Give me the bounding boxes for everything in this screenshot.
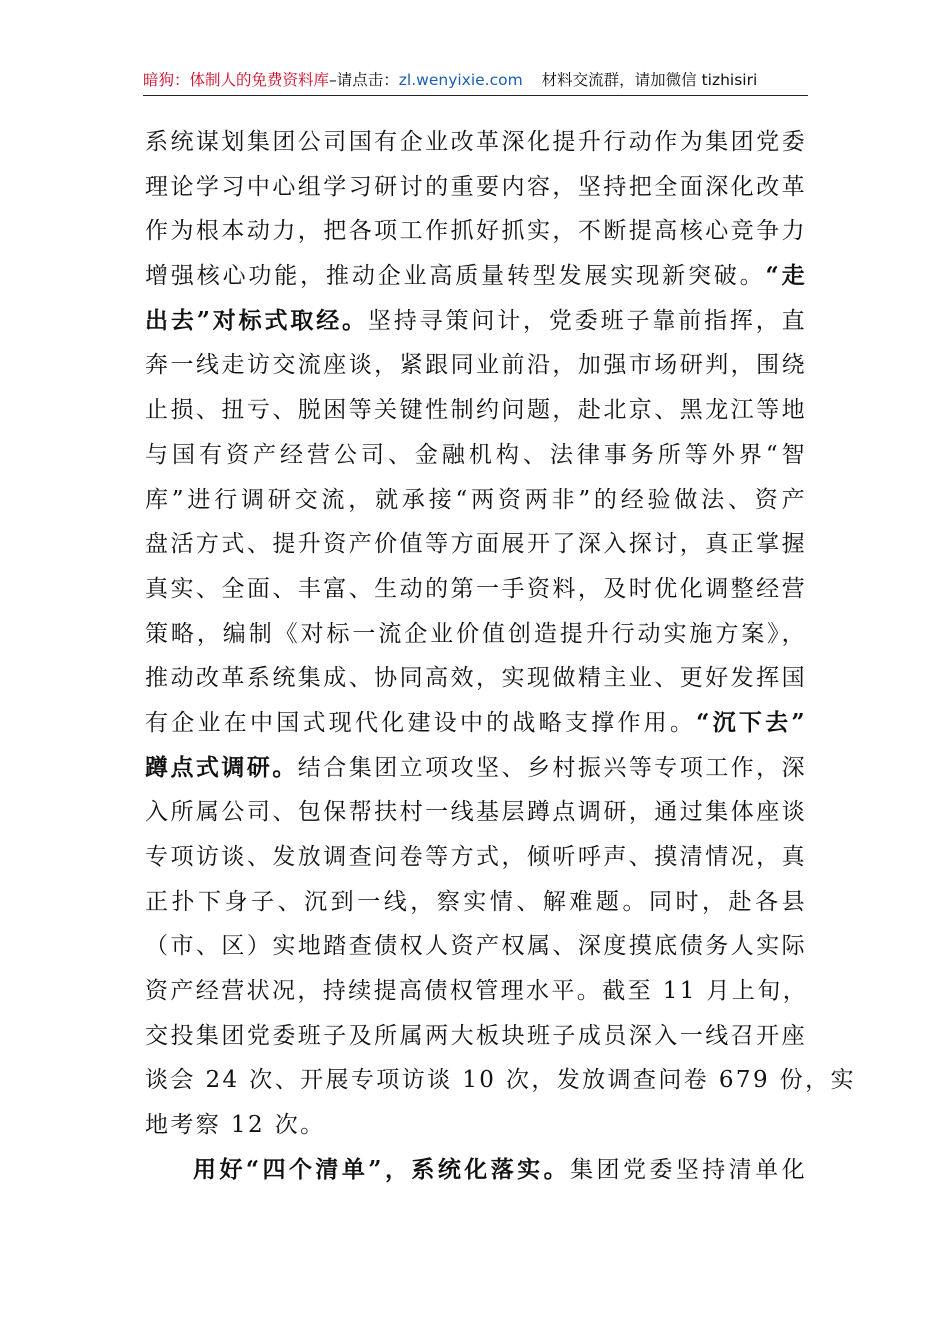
text-line: 理论学习中心组学习研讨的重要内容，坚持把全面深化改革	[145, 173, 807, 200]
text-line: 系统谋划集团公司国有企业改革深化提升行动作为集团党委	[145, 129, 807, 155]
text-line: 推动改革系统集成、协同高效，实现做精主业、更好发挥国	[145, 665, 807, 692]
text-line: 交投集团党委班子及所属两大板块班子成员深入一线召开座	[145, 1022, 807, 1049]
text-line: 专项访谈、发放调查问卷等方式，倾听呼声、摸清情况，真	[145, 844, 807, 870]
bold-heading: 出去”对标式取经。	[145, 306, 368, 334]
text-span: 集团党委坚持清单化	[570, 1156, 807, 1183]
text-line	[145, 701, 807, 746]
text-line: 正扑下身子、沉到一线，察实情、解难题。同时，赴各县	[145, 888, 807, 915]
header-group-note: 材料交流群，请加微信 tizhisiri	[541, 71, 758, 89]
bold-heading: “沉下去”	[696, 708, 807, 736]
paragraph-2	[145, 1148, 807, 1193]
text-line	[145, 254, 807, 299]
text-line: 与国有资产经营公司、金融机构、法律事务所等外界“智	[145, 441, 807, 468]
text-span: 有企业在中国式现代化建设中的战略支撑作用。	[145, 709, 697, 736]
text-line: 入所属公司、包保帮扶村一线基层蹲点调研，通过集体座谈	[145, 799, 807, 826]
text-line: 止损、扭亏、脱困等关键性制约问题，赴北京、黑龙江等地	[145, 397, 807, 424]
text-span: 坚持寻策问计，党委班子靠前指挥，直	[367, 307, 807, 334]
text-line: 作为根本动力，把各项工作抓好抓实，不断提高核心竞争力	[145, 218, 807, 245]
bold-heading: 蹲点式调研。	[145, 753, 298, 781]
body-text	[145, 120, 856, 1193]
header-divider	[143, 95, 808, 96]
page-header	[143, 66, 808, 94]
text-line: 真实、全面、丰富、生动的第一手资料，及时优化调整经营	[145, 575, 807, 602]
text-span: 结合集团立项攻坚、乡村振兴等专项工作，深	[297, 754, 808, 781]
bold-heading: “走	[765, 262, 807, 290]
header-click-prompt: –请点击：	[329, 71, 399, 89]
text-line: 库”进行调研交流，就承接“两资两非”的经验做法、资产	[145, 486, 807, 513]
paragraph-1	[145, 120, 856, 1148]
text-line: 谈会 24 次、开展专项访谈 10 次，发放调查问卷 679 份，实	[145, 1067, 856, 1094]
text-line: 盘活方式、提升资产价值等方面展开了深入探讨，真正掌握	[145, 531, 807, 558]
text-line	[145, 1148, 807, 1193]
bold-heading: 用好“四个清单”，系统化落实。	[193, 1155, 571, 1183]
text-line	[145, 746, 807, 791]
text-line	[145, 299, 807, 344]
text-line: （市、区）实地踏查债权人资产权属、深度摸底债务人实际	[145, 933, 807, 960]
header-site-name: 暗狗：体制人的免费资料库	[143, 71, 330, 89]
header-url-link[interactable]: zl.wenyixie.com	[398, 71, 523, 89]
text-line: 奔一线走访交流座谈，紧跟同业前沿，加强市场研判，围绕	[145, 352, 807, 379]
text-line: 资产经营状况，持续提高债权管理水平。截至 11 月上旬，	[145, 978, 809, 1005]
text-span: 增强核心功能，推动企业高质量转型发展实现新突破。	[145, 263, 766, 290]
text-line: 策略，编制《对标一流企业价值创造提升行动实施方案》，	[145, 620, 807, 647]
text-line: 地考察 12 次。	[145, 1112, 326, 1139]
